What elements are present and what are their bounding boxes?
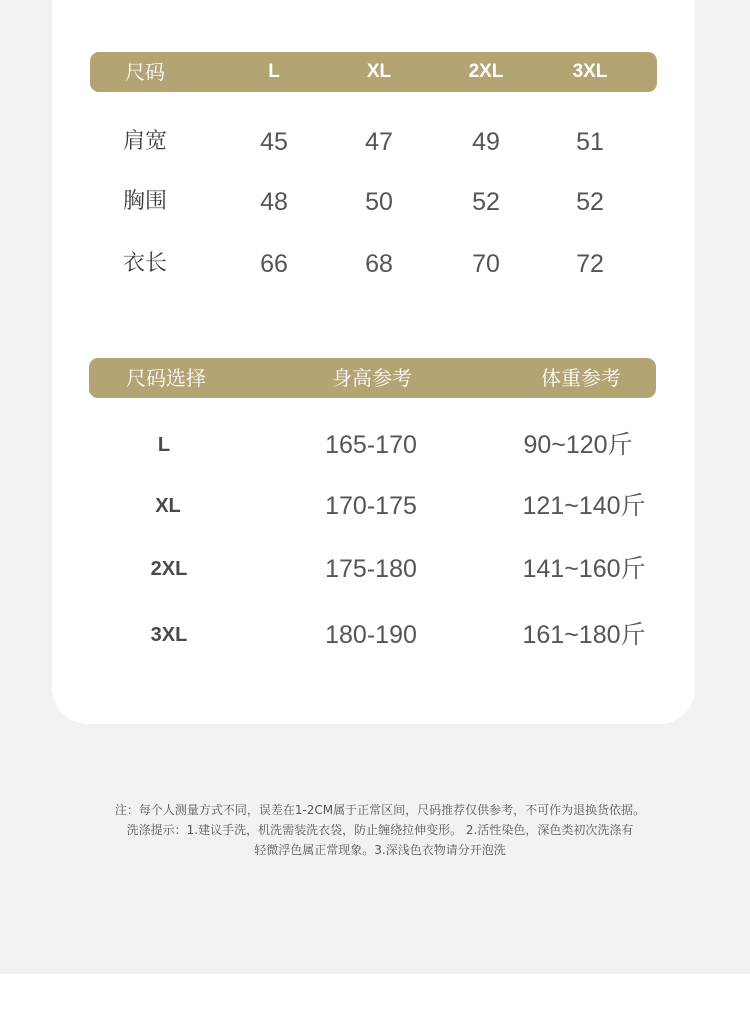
size-table-row-shoulder (0, 122, 750, 162)
selection-size: XL (155, 495, 181, 517)
cell-value: 49 (472, 128, 500, 156)
size-table-header-2xl: 2XL (468, 61, 504, 82)
cell-value: 52 (472, 188, 500, 216)
selection-weight: 90~120斤 (523, 431, 633, 459)
cell-value: 47 (365, 128, 393, 156)
selection-header-size: 尺码选择 (126, 366, 206, 390)
selection-weight: 161~180斤 (522, 621, 646, 649)
cell-value: 50 (365, 188, 393, 216)
size-table-header-xl: XL (366, 61, 392, 82)
cell-value: 72 (576, 250, 604, 278)
cell-value: 52 (576, 188, 604, 216)
cell-value: 45 (260, 128, 288, 156)
selection-row (0, 549, 750, 589)
cell-value: 48 (260, 188, 288, 216)
selection-size: 3XL (150, 624, 188, 646)
washing-tips-line2: 轻微浮色属正常现象。3.深浅色衣物请分开泡洗 (254, 843, 506, 857)
bottom-strip (0, 974, 750, 1016)
row-label: 肩宽 (122, 129, 168, 154)
selection-height: 165-170 (325, 431, 417, 459)
selection-height: 170-175 (325, 492, 417, 520)
selection-row (0, 486, 750, 526)
selection-header-weight: 体重参考 (541, 366, 621, 390)
cell-value: 68 (365, 250, 393, 278)
row-label: 衣长 (122, 251, 168, 276)
washing-tips-line1: 洗涤提示：1.建议手洗，机洗需装洗衣袋，防止缠绕拉伸变形。 2.活性染色，深色类初次洗涤有 (126, 823, 634, 837)
size-table-row-chest (0, 182, 750, 222)
selection-row (0, 615, 750, 655)
size-table-header-size: 尺码 (125, 60, 165, 84)
selection-height: 175-180 (325, 555, 417, 583)
cell-value: 66 (260, 250, 288, 278)
cell-value: 70 (472, 250, 500, 278)
selection-table-header (89, 358, 656, 398)
selection-row (0, 425, 750, 465)
selection-size: L (157, 434, 171, 456)
selection-weight: 141~160斤 (522, 555, 646, 583)
size-table-header-3xl: 3XL (572, 61, 608, 82)
size-table-row-length (0, 244, 750, 284)
care-notes (85, 800, 675, 860)
size-table-header (90, 52, 657, 92)
size-table-header-l: L (268, 61, 280, 82)
cell-value: 51 (576, 128, 604, 156)
measurement-note: 注：每个人测量方式不同，误差在1-2CM属于正常区间，尺码推荐仅供参考，不可作为退换货依据。 (114, 803, 646, 817)
selection-header-height: 身高参考 (332, 366, 412, 390)
selection-size: 2XL (150, 558, 188, 580)
selection-weight: 121~140斤 (522, 492, 646, 520)
row-label: 胸围 (122, 189, 168, 214)
selection-height: 180-190 (325, 621, 417, 649)
